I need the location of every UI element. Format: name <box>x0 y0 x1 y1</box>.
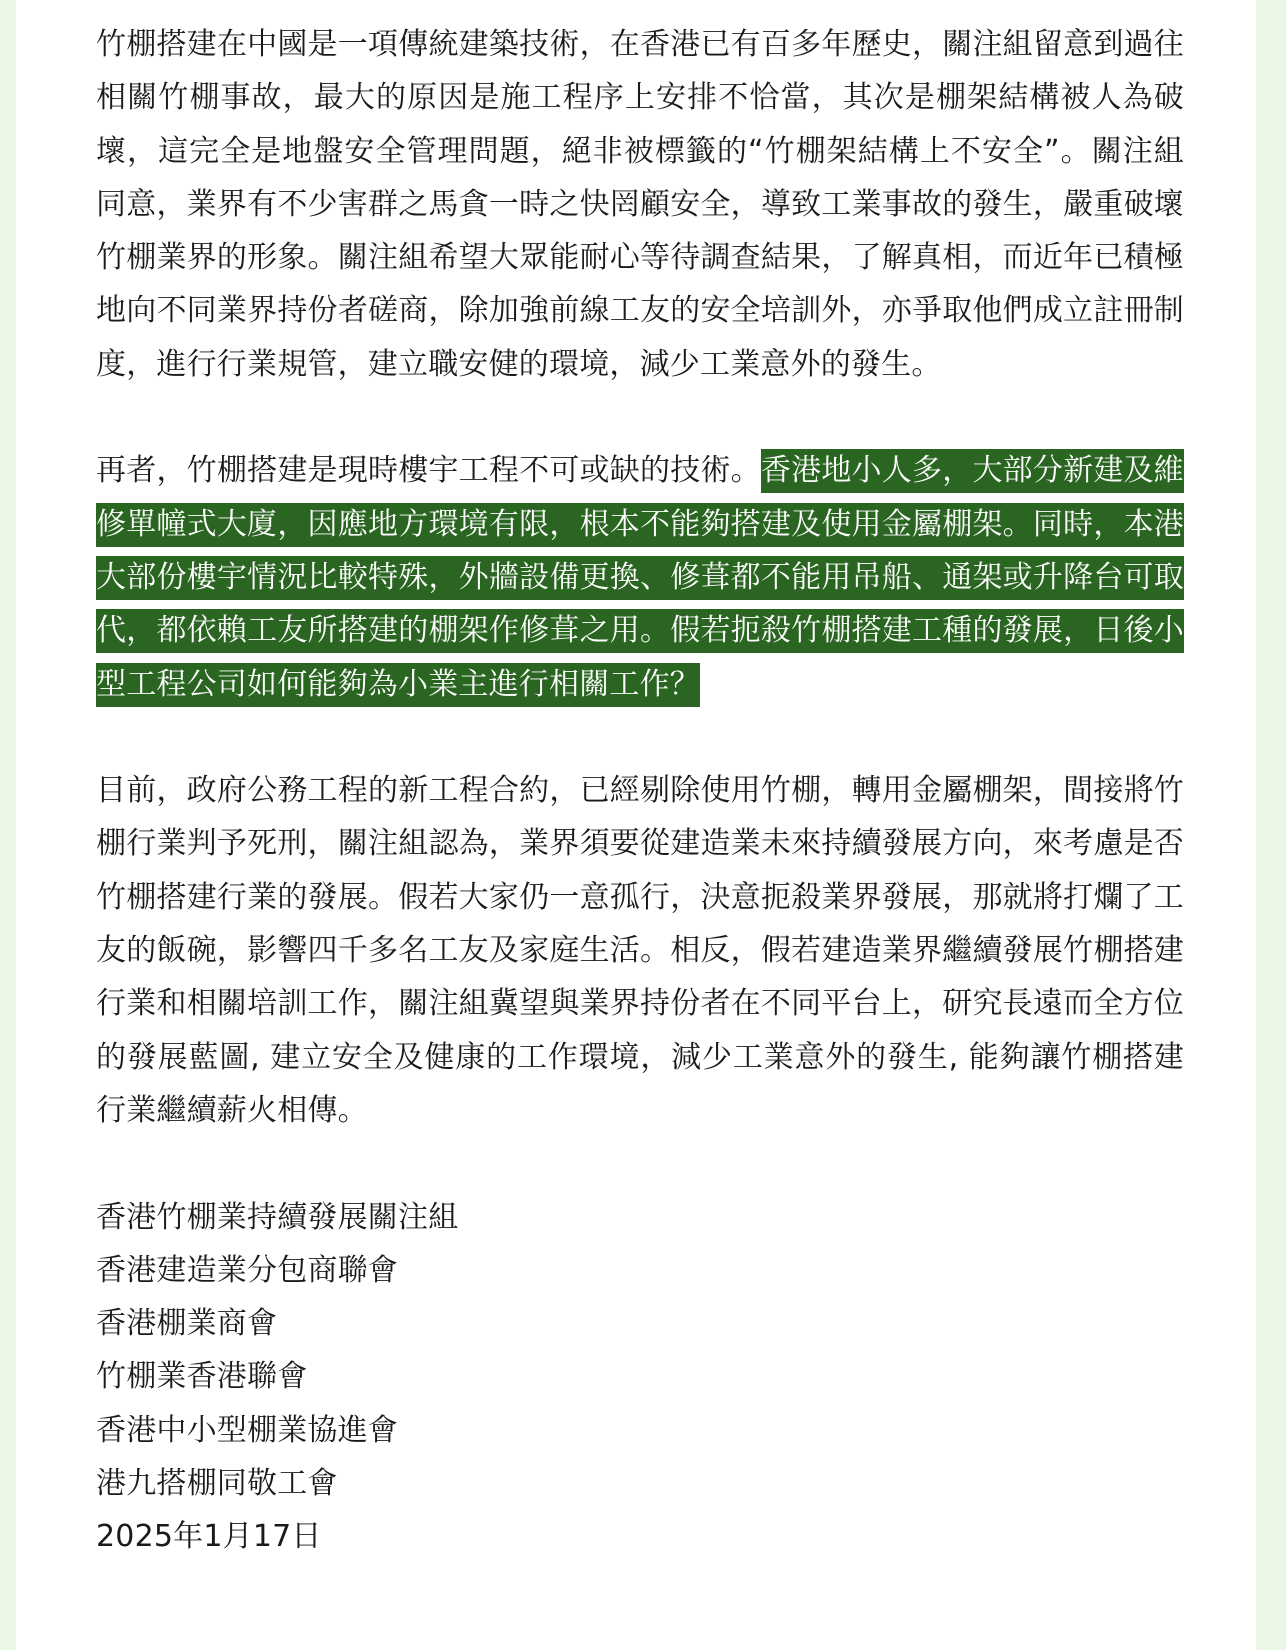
paragraph-2-text: 再者，竹棚搭建是現時樓宇工程不可或缺的技術。 <box>96 453 761 489</box>
paragraph-2 <box>96 444 1184 710</box>
paragraph-3: 目前，政府公務工程的新工程合約，已經剔除使用竹棚，轉用金屬棚架，間接將竹棚行業判予死刑，關注組認為，業界須要從建造業未來持續發展方向，來考慮是否竹棚搭建行業的發展。假若大家仍一意孤行，決意扼殺業界發展，那就將打爛了工友的飯碗，影響四千多名工友及家庭生活。相反，假若建造業界繼續發展竹棚搭建行業和相關培訓工作，關注組冀望與業界持份者在不同平台上，研究長遠而全方位的發展藍圖, 建立安全及健康的工作環境，減少工業意外的發生, 能夠讓竹棚搭建行業繼續薪火相傳。 <box>96 773 1184 1128</box>
signatory-5: 香港中小型棚業協進會 <box>96 1412 398 1448</box>
signature-block <box>96 1191 1184 1564</box>
article-body <box>96 18 1184 1564</box>
paragraph-1: 竹棚搭建在中國是一項傳統建築技術，在香港已有百多年歷史，關注組留意到過往相關竹棚事故，最大的原因是施工程序上安排不恰當，其次是棚架結構被人為破壞，這完全是地盤安全管理問題，絕非被標籤的“竹棚架結構上不安全”。關注組同意，業界有不少害群之馬貪一時之快罔顧安全，導致工業事故的發生，嚴重破壞竹棚業界的形象。關注組希望大眾能耐心等待調查結果，了解真相，而近年已積極地向不同業界持份者磋商，除加強前線工友的安全培訓外，亦爭取他們成立註冊制度，進行行業規管，建立職安健的環境，減少工業意外的發生。 <box>96 27 1184 382</box>
selected-text-highlight[interactable]: 香港地小人多，大部分新建及維修單幢式大廈，因應地方環境有限，根本不能夠搭建及使用金屬棚架。同時，本港大部份樓宇情況比較特殊，外牆設備更換、修葺都不能用吊船、通架或升降台可取代，都依賴工友所搭建的棚架作修葺之用。假若扼殺竹棚搭建工種的發展，日後小型工程公司如何能夠為小業主進行相關工作？ <box>96 449 1184 706</box>
signatory-1: 香港竹棚業持續發展關注組 <box>96 1199 459 1235</box>
document-date: 2025年1月17日 <box>96 1519 322 1555</box>
document-page <box>16 0 1256 1650</box>
signatory-6: 港九搭棚同敬工會 <box>96 1466 338 1502</box>
signatory-4: 竹棚業香港聯會 <box>96 1359 308 1395</box>
signatory-2: 香港建造業分包商聯會 <box>96 1252 398 1288</box>
signatory-3: 香港棚業商會 <box>96 1306 278 1342</box>
